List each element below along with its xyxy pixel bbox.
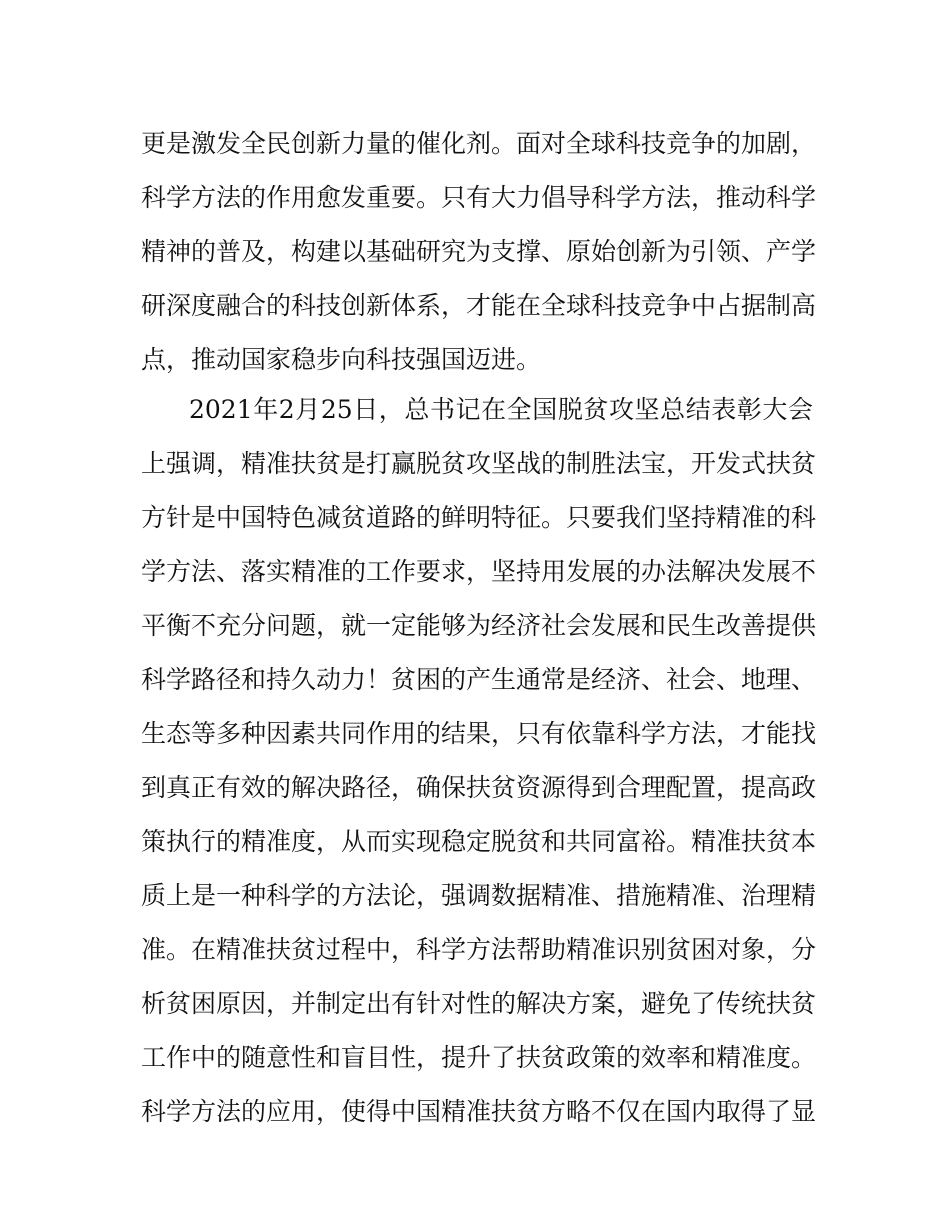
paragraph-line: 到真正有效的解决路径，确保扶贫资源得到合理配置，提高政 xyxy=(141,773,817,802)
paragraph-line: 平衡不充分问题，就一定能够为经济社会发展和民生改善提供 xyxy=(141,611,817,640)
paragraph-line: 策执行的精准度，从而实现稳定脱贫和共同富裕。精准扶贫本 xyxy=(141,827,817,856)
paragraph-1 xyxy=(141,117,817,387)
paragraph-line: 析贫困原因，并制定出有针对性的解决方案，避免了传统扶贫 xyxy=(141,989,817,1018)
paragraph-line: 学方法、落实精准的工作要求，坚持用发展的办法解决发展不 xyxy=(141,557,817,586)
paragraph-line: 工作中的随意性和盲目性，提升了扶贫政策的效率和精准度。 xyxy=(141,1043,817,1072)
paragraph-line: 精神的普及，构建以基础研究为支撑、原始创新为引领、产学 xyxy=(141,237,817,266)
paragraph-line: 点，推动国家稳步向科技强国迈进。 xyxy=(141,345,542,374)
paragraph-line: 科学方法的应用，使得中国精准扶贫方略不仅在国内取得了显 xyxy=(141,1097,817,1126)
paragraph-2 xyxy=(141,383,817,1139)
paragraph-line: 方针是中国特色减贫道路的鲜明特征。只要我们坚持精准的科 xyxy=(141,503,817,532)
paragraph-line: 科学路径和持久动力！贫困的产生通常是经济、社会、地理、 xyxy=(141,665,817,694)
paragraph-line: 更是激发全民创新力量的催化剂。面对全球科技竞争的加剧， xyxy=(141,129,817,158)
paragraph-line: 上强调，精准扶贫是打赢脱贫攻坚战的制胜法宝，开发式扶贫 xyxy=(141,449,817,478)
paragraph-line: 研深度融合的科技创新体系，才能在全球科技竞争中占据制高 xyxy=(141,291,817,320)
paragraph-line: 科学方法的作用愈发重要。只有大力倡导科学方法，推动科学 xyxy=(141,183,817,212)
paragraph-line: 质上是一种科学的方法论，强调数据精准、措施精准、治理精 xyxy=(141,881,817,910)
paragraph-line: 2021年2月25日，总书记在全国脱贫攻坚总结表彰大会 xyxy=(189,395,813,424)
paragraph-line: 生态等多种因素共同作用的结果，只有依靠科学方法，才能找 xyxy=(141,719,817,748)
paragraph-line: 准。在精准扶贫过程中，科学方法帮助精准识别贫困对象，分 xyxy=(141,935,817,964)
